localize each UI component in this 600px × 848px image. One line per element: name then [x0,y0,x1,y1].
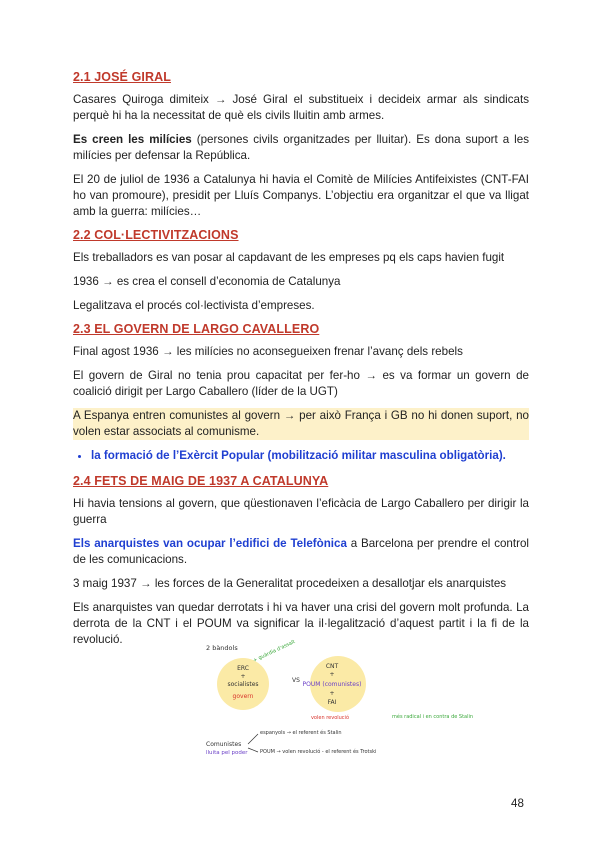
document-page [73,70,529,656]
arrow-top-text: espanyols → el referent és Stalin [260,730,342,736]
paragraph: Hi havia tensions al govern, que qüestionaven l’eficàcia de Largo Caballero per dirigir la guerra [73,497,529,526]
text: a Barcelona per prendre el control de les comunicacions. [73,537,529,566]
left-circle-govern: govern [232,693,254,700]
paragraph: Legalitzava el procés col·lectivista d’empreses. [73,299,315,312]
paragraph: El govern de Giral no tenia prou capacitat per fer-ho → es va formar un govern de coalició dirigit per Largo Caballero (líder de la UGT) [73,369,529,398]
paragraph: Els treballadors es van posar al capdavant de les empreses pq els caps havien fugit [73,251,505,264]
arrow-bottom-text: POUM → volen revolució - el referent és Trotski [260,749,377,755]
highlighted-paragraph: A Espanya entren comunistes al govern → per això França i GB no hi donen suport, no volen estar associats al comunisme. [73,409,529,438]
paragraph: Casares Quiroga dimiteix → José Giral el substitueix i decideix armar als sindicats perquè hi ha la necessitat de què els civils lluitin amb armes. [73,93,529,122]
left-circle-line-3: socialistes [227,681,259,688]
comunistes-label: Comunistes [206,741,242,748]
left-circle-note: + guàrdia d'assalt [252,639,297,664]
arrow-up [248,734,258,744]
lluita-label: lluita pel poder [206,750,248,756]
right-circle-line-5: FAI [327,699,337,706]
page-number: 48 [511,797,524,810]
right-circle-line-1: CNT [325,663,339,670]
right-circle-note: volen revolució [310,715,350,721]
paragraph: 1936 → es crea el consell d’economia de Catalunya [73,275,341,288]
section-heading-largo-caballero: 2.3 EL GOVERN DE LARGO CAVALLERO [73,322,320,336]
right-circle-line-4: + [329,690,335,697]
vs-label: VS [292,677,300,684]
handwritten-sketch [200,639,474,765]
text: (persones civils organitzades per lluitar). Es dona suport a les milícies per defensar la República. [73,133,529,162]
bold-text: Es creen les milícies [73,133,192,146]
section-heading-fets-de-maig: 2.4 FETS DE MAIG DE 1937 A CATALUNYA [73,474,329,488]
arrow-down [248,748,258,752]
right-circle-line-3: POUM (comunistes) [302,681,362,688]
paragraph [73,536,529,568]
section-heading-collectivitzacions: 2.2 COL·LECTIVITZACIONS [73,228,239,242]
bullet-list [73,448,529,464]
paragraph: El 20 de juliol de 1936 a Catalunya hi havia el Comitè de Milícies Antifeixistes (CNT-FAI ho van promoure), presidit per Lluís Companys. L’objectiu era organitzar el que va lligat amb la guerra: milícies… [73,173,529,218]
bold-text: Els anarquistes van ocupar l’edifici de Telefònica [73,537,347,550]
sketch-title: 2 bàndols [206,644,238,652]
list-item: • la formació de l’Exèrcit Popular (mobilització militar masculina obligatòria). [91,448,529,464]
side-note: més radical i en contra de Stalin [392,714,474,720]
paragraph [73,132,529,164]
right-circle-line-2: + [329,671,335,678]
paragraph: Els anarquistes van quedar derrotats i hi va haver una crisi del govern molt profunda. La derrota de la CNT i el POUM va significar la il·legalització d’aquest partit i la fi de la revolució. [73,601,529,646]
section-heading-jose-giral: 2.1 JOSÉ GIRAL [73,70,171,84]
left-circle-line-1: ERC [237,665,249,672]
paragraph: Final agost 1936 → les milícies no aconsegueixen frenar l’avanç dels rebels [73,345,463,358]
left-circle-line-2: + [240,673,246,680]
paragraph: 3 maig 1937 → les forces de la Generalitat procedeixen a desallotjar els anarquistes [73,577,507,590]
